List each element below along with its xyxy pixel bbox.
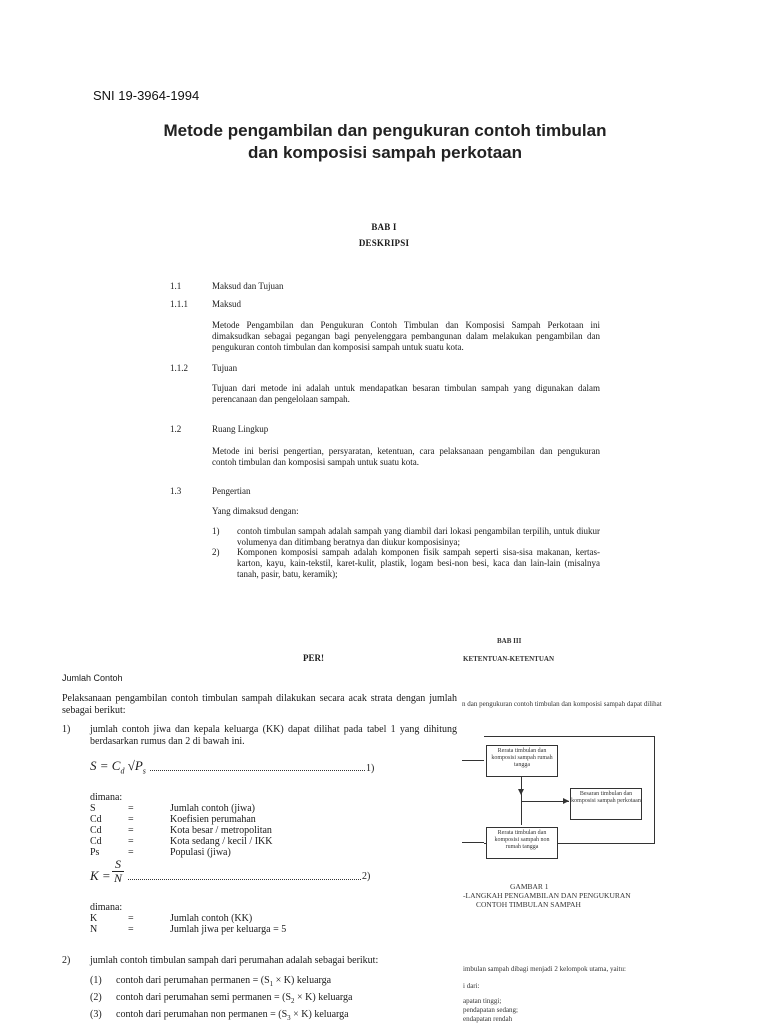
var-equals: = bbox=[128, 814, 134, 825]
formula-number: 1) bbox=[366, 763, 375, 774]
section-paragraph: Metode ini berisi pengertian, persyaratan, ketentuan, cara pelaksanaan pengambilan dan pengukuran contoh timbulan dan komposisi sampah untuk suatu kota. bbox=[212, 446, 600, 467]
section-title: Pengertian bbox=[212, 486, 251, 496]
var-equals: = bbox=[128, 803, 134, 814]
section-number: 1.1 bbox=[170, 281, 182, 291]
formula-subscript: s bbox=[142, 766, 146, 776]
formula-lhs: S = C bbox=[90, 758, 121, 773]
figure-caption-line: -LANGKAH PENGAMBILAN DAN PENGUKURAN bbox=[463, 891, 631, 900]
arrow-down-icon bbox=[518, 789, 524, 795]
body-line: n dan pengukuran contoh timbulan dan komposisi sampah dapat dilihat bbox=[462, 700, 662, 708]
section-title: Maksud dan Tujuan bbox=[212, 281, 284, 291]
connector-line bbox=[462, 760, 484, 761]
formula-subscript: d bbox=[120, 766, 125, 776]
list-item-number: 1) bbox=[212, 526, 220, 536]
chapter-heading: DESKRIPSI bbox=[358, 238, 410, 248]
box-household: Rerata timbulan dan komposisi sampah rumah tangga bbox=[486, 745, 558, 777]
formula-leader-dots bbox=[150, 770, 365, 771]
var-description: Jumlah contoh (KK) bbox=[170, 913, 253, 924]
sub-item-text: contoh dari perumahan semi permanen = $(S_2 \times K)$ keluarga bbox=[116, 992, 353, 1005]
formula-1 bbox=[90, 758, 146, 776]
section-number: 1.2 bbox=[170, 424, 182, 434]
section-title: Tujuan bbox=[212, 363, 238, 373]
chapter-label: BAB I bbox=[371, 222, 397, 232]
connector-line bbox=[462, 842, 484, 843]
section-title: Maksud bbox=[212, 299, 241, 309]
where-label: dimana: bbox=[90, 902, 123, 913]
chapter-heading: KETENTUAN-KETENTUAN bbox=[463, 655, 555, 663]
var-equals: = bbox=[128, 847, 134, 858]
formula-numerator: S bbox=[112, 858, 124, 872]
var-symbol: Cd bbox=[90, 825, 102, 836]
formula-denominator: N bbox=[113, 871, 122, 885]
var-symbol: Ps bbox=[90, 847, 100, 858]
var-symbol: Cd bbox=[90, 836, 102, 847]
sub-item-number: (3) bbox=[90, 1009, 102, 1020]
section-number: 1.1.1 bbox=[170, 299, 188, 309]
body-line: i dari: bbox=[463, 982, 480, 990]
body-line: endapatan rendah bbox=[463, 1015, 513, 1023]
var-description: Kota sedang / kecil / IKK bbox=[170, 836, 273, 847]
where-label: dimana: bbox=[90, 792, 123, 803]
var-equals: = bbox=[128, 913, 134, 924]
chapter-label: BAB III bbox=[497, 637, 522, 645]
section-number: 1.1.2 bbox=[170, 363, 188, 373]
var-symbol: Cd bbox=[90, 814, 102, 825]
figure-caption-line: CONTOH TIMBULAN SAMPAH bbox=[476, 900, 581, 909]
list-item: jumlah contoh jiwa dan kepala keluarga (KK) dapat dilihat pada tabel 1 yang dihitung berdasarkan rumus dan 2 di bawah ini. bbox=[90, 724, 457, 747]
var-description: Kota besar / metropolitan bbox=[170, 825, 272, 836]
sub-item-text: contoh dari perumahan permanen = $(S_1 \times K)$ keluarga bbox=[116, 975, 332, 988]
list-item-number: 1) bbox=[62, 724, 71, 735]
var-symbol: N bbox=[90, 924, 98, 935]
body-line: imbulan sampah dibagi menjadi 2 kelompok utama, yaitu: bbox=[463, 965, 626, 973]
section-heading-fragment: PER! bbox=[303, 653, 324, 663]
var-symbol: S bbox=[90, 803, 96, 814]
arrow-right-icon bbox=[563, 798, 569, 804]
var-description: Jumlah jiwa per keluarga = 5 bbox=[170, 924, 287, 935]
var-symbol: K bbox=[90, 913, 98, 924]
var-description: Populasi (jiwa) bbox=[170, 847, 231, 858]
box-city-total: Besaran timbulan dan komposisi sampah perkotaan bbox=[570, 788, 642, 820]
document-title: Metode pengambilan dan pengukuran contoh timbulan dan komposisi sampah perkotaan bbox=[163, 121, 607, 162]
var-equals: = bbox=[128, 825, 134, 836]
list-item: contoh timbulan sampah adalah sampah yang diambil dari lokasi pengambilan terpilih, untuk diukur volumenya dan ditimbang beratnya dan diukur komposisinya; bbox=[237, 526, 600, 547]
formula-2-fraction bbox=[112, 858, 124, 885]
sub-item-text: contoh dari perumahan non permanen = $(S_3 \times K)$ keluarga bbox=[116, 1009, 349, 1022]
sub-item-number: (1) bbox=[90, 975, 102, 986]
section-intro: Yang dimaksud dengan: bbox=[212, 506, 299, 516]
sub-item-number: (2) bbox=[90, 992, 102, 1003]
formula-rhs: √P bbox=[127, 758, 143, 773]
list-item-number: 2) bbox=[62, 955, 71, 966]
connector-line bbox=[521, 801, 569, 802]
formula-2-lhs: K = bbox=[90, 868, 111, 883]
section-paragraph: Tujuan dari metode ini adalah untuk mendapatkan besaran timbulan sampah yang digunakan dalam perencanaan dan pengelolaan sampah. bbox=[212, 383, 600, 404]
var-equals: = bbox=[128, 836, 134, 847]
formula-number: 2) bbox=[362, 871, 371, 882]
section-paragraph: Metode Pengambilan dan Pengukuran Contoh Timbulan dan Komposisi Sampah Perkotaan ini dimaksudkan sebagai pegangan bagi penyelenggara pembangunan dalam melakukan pengambilan dan pengukuran contoh timbulan dan komposisi sampah untuk suatu kota. bbox=[212, 320, 600, 352]
var-description: Jumlah contoh (jiwa) bbox=[170, 803, 255, 814]
formula-leader-dots bbox=[128, 879, 361, 880]
var-equals: = bbox=[128, 924, 134, 935]
box-non-household: Rerata timbulan dan komposisi sampah non rumah tangga bbox=[486, 827, 558, 859]
section-number: 1.3 bbox=[170, 486, 182, 496]
section-title: Ruang Lingkup bbox=[212, 424, 269, 434]
subsection-heading: Jumlah Contoh bbox=[62, 673, 123, 683]
sub-list bbox=[90, 975, 450, 1026]
list-item-number: 2) bbox=[212, 547, 220, 557]
body-line: apatan tinggi; bbox=[463, 997, 502, 1005]
intro-paragraph: Pelaksanaan pengambilan contoh timbulan sampah dilakukan secara acak strata dengan jumlah sebagai berikut: bbox=[62, 693, 457, 716]
list-item: Komponen komposisi sampah adalah komponen fisik sampah seperti sisa-sisa makanan, kertas-karton, kayu, kain-tekstil, karet-kulit, plastik, logam besi-non besi, kaca dan lain-lain (misalnya tanah, pasir, batu, keramik); bbox=[237, 547, 600, 579]
document-code: SNI 19-3964-1994 bbox=[93, 88, 200, 103]
body-line: pendapatan sedang; bbox=[463, 1006, 519, 1014]
list-item: jumlah contoh timbulan sampah dari perumahan adalah sebagai berikut: bbox=[90, 955, 379, 966]
var-description: Koefisien perumahan bbox=[170, 814, 256, 825]
figure-caption-label: GAMBAR 1 bbox=[510, 882, 549, 891]
